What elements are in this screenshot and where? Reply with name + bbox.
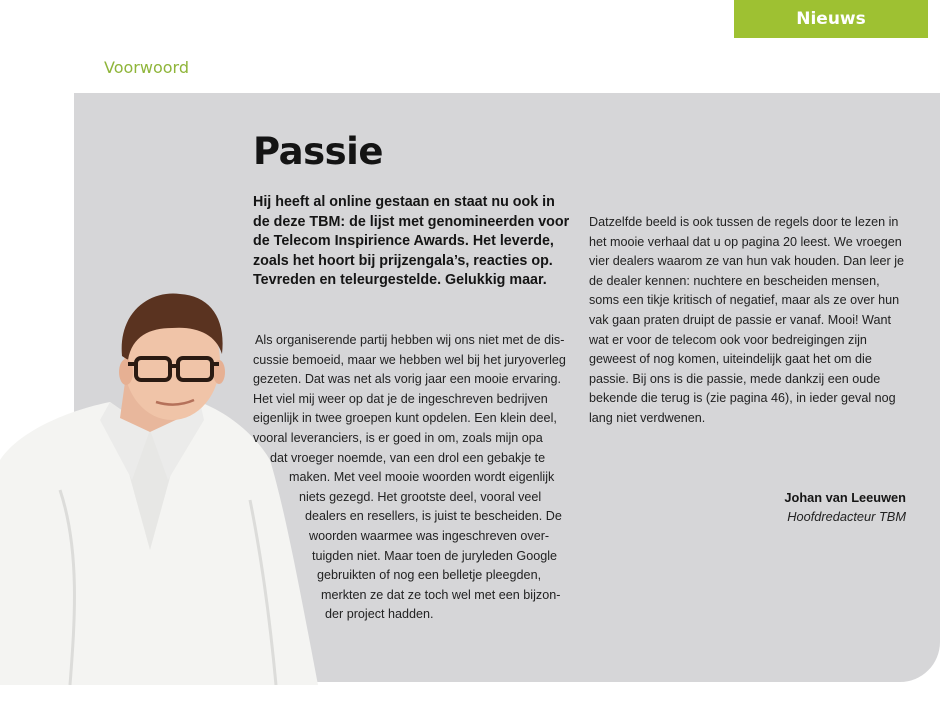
article-body-right: Datzelfde beeld is ook tussen de regels door te lezen in het mooie verhaal dat u op pagina 20 leest. We vroegen vier dealers waarom ze van hun vak houden. Dan leer je de dealer kennen: nuchtere en bescheiden mensen, soms een tikje kritisch of negatief, maar als ze over hun vak gaan praten druipt de passie er vanaf. Mooi! Want wat er voor de telecom ook voor bedreigingen zijn geweest of nog komen, uiteindelijk gaat het om die passie. Bij ons is die passie, mede dankzij een oude bekende die terug is (zie pagina 46), in ieder geval nog lang niet verdwenen. [589, 215, 905, 425]
body-line: maken. Met veel mooie woorden wordt eigenlijk [289, 470, 555, 485]
article-lead: Hij heeft al online gestaan en staat nu ook in de deze TBM: de lijst met genomineerden voor de Telecom Inspirience Awards. Het leverde, zoals het hoort bij prijzengala’s, reacties op. Tevreden en teleurgestelde. Gelukkig maar. [253, 194, 570, 289]
body-line: woorden waarmee was ingeschreven over- [309, 528, 550, 543]
body-line: Het viel mij weer op dat je de ingeschreven bedrijven [253, 391, 548, 406]
section-tab [734, 0, 928, 38]
section-tab-label: Nieuws [796, 9, 866, 29]
signature-role: Hoofdredacteur TBM [787, 509, 906, 524]
body-line: der project hadden. [325, 607, 434, 622]
body-line: dat vroeger noemde, van een drol een gebakje te [270, 450, 546, 465]
body-line: Als organiserende partij hebben wij ons niet met de dis- [255, 333, 565, 347]
body-line: gebruikten of nog een belletje pleegden, [317, 568, 542, 583]
section-label: Voorwoord [104, 58, 189, 77]
body-line: dealers en resellers, is juist te bescheiden. De [305, 509, 562, 524]
body-line: gezeten. Dat was net als vorig jaar een mooie ervaring. [253, 372, 562, 387]
article-body-left [0, 331, 566, 625]
body-line: eigenlijk in twee groepen kunt opdelen. Een klein deel, [253, 411, 557, 426]
body-line: cussie bemoeid, maar we hebben wel bij het juryoverleg [253, 352, 566, 367]
body-line: niets gezegd. Het grootste deel, vooral veel [299, 489, 542, 504]
article-title: Passie [253, 130, 383, 173]
body-line: merkten ze dat ze toch wel met een bijzon- [321, 587, 561, 602]
body-line: vooral leveranciers, is er goed in om, zoals mijn opa [253, 430, 543, 445]
body-line: tuigden niet. Maar toen de juryleden Google [312, 548, 558, 563]
signature-name: Johan van Leeuwen [784, 490, 906, 505]
